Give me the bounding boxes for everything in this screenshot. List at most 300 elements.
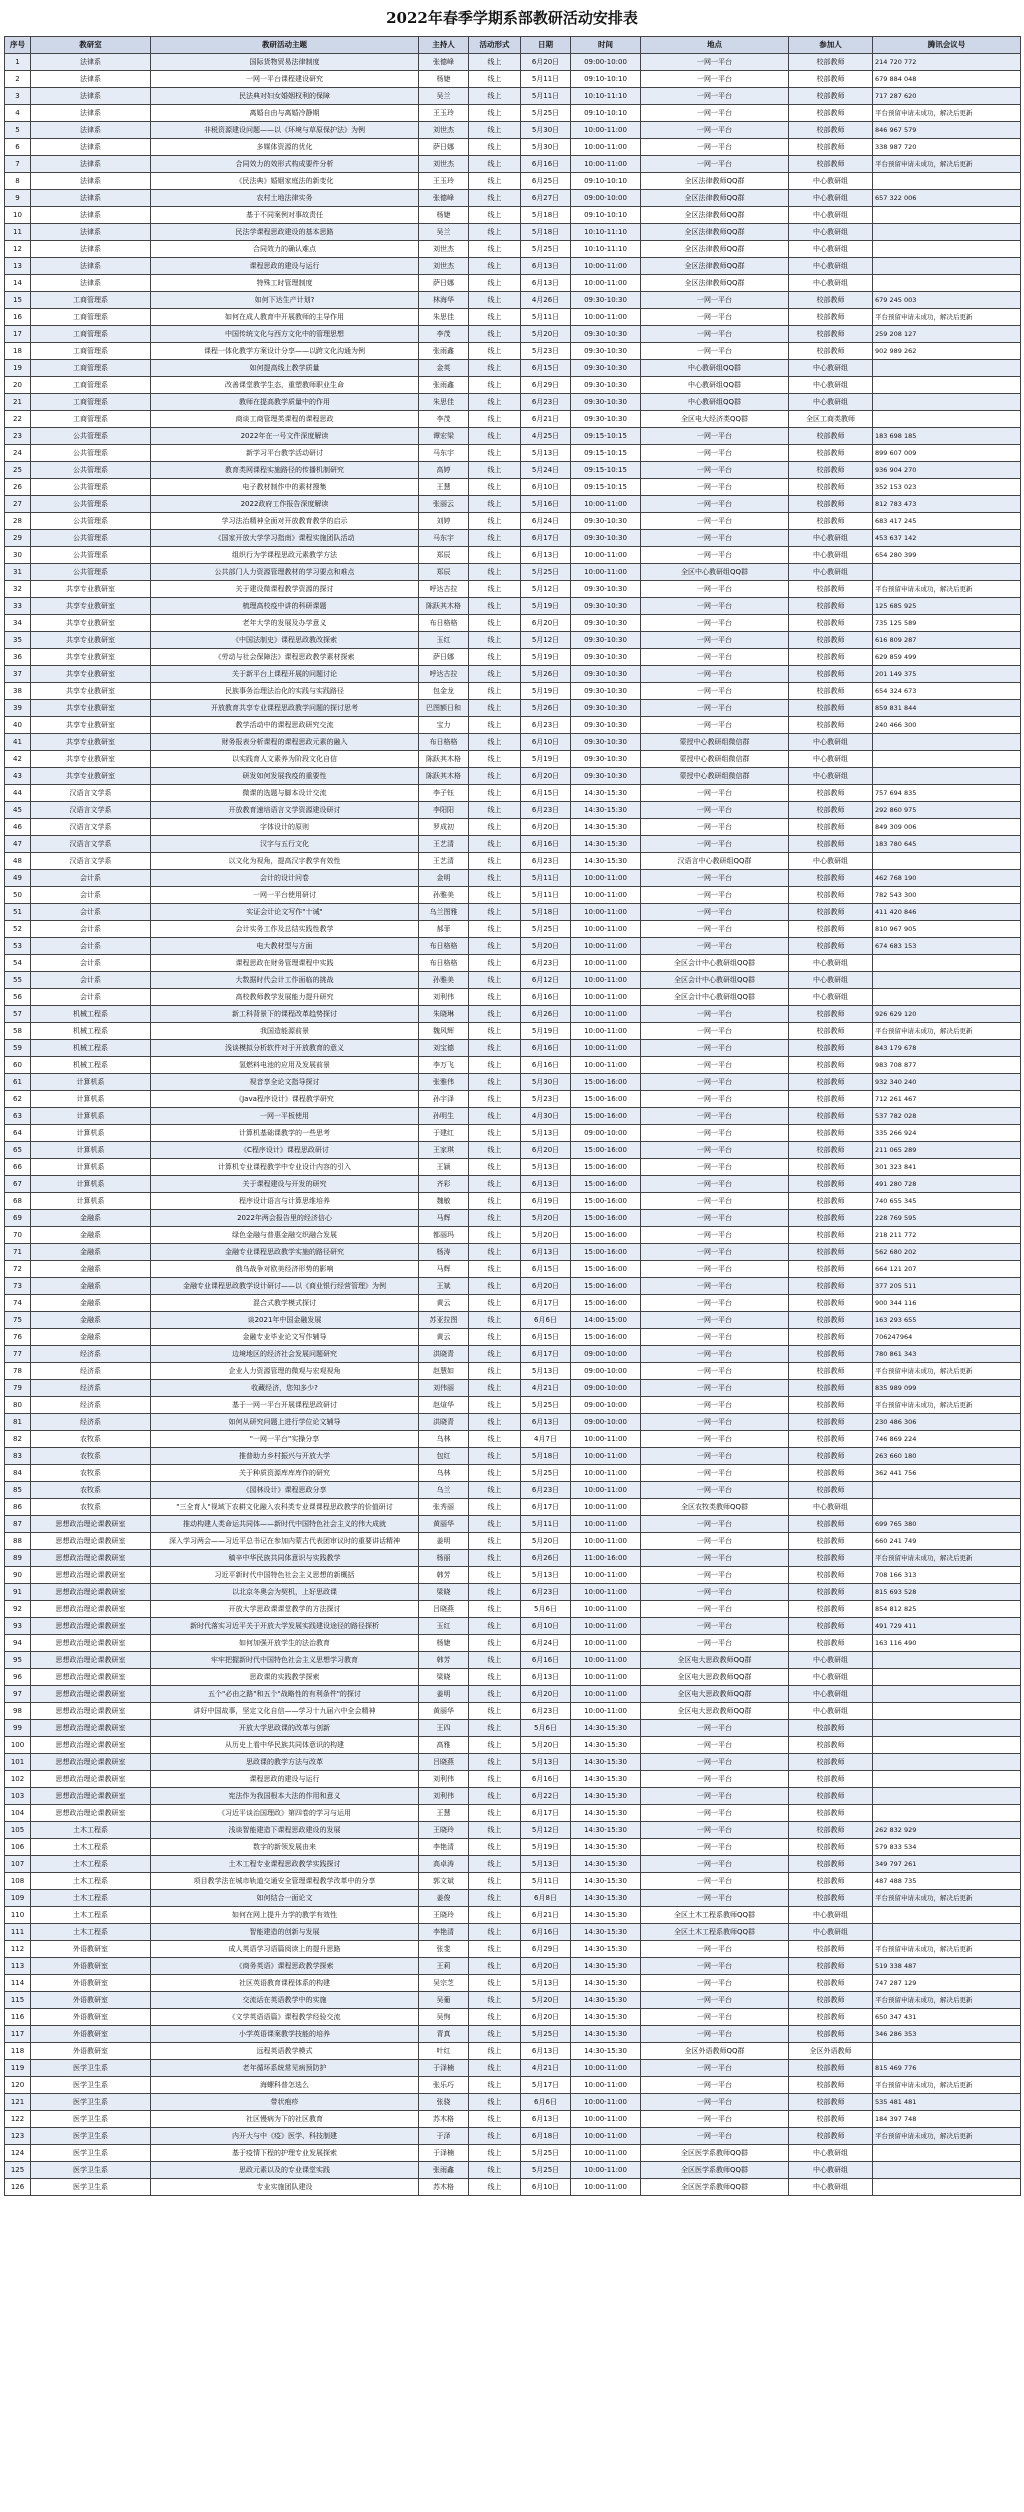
row-time: 09:30-10:30 bbox=[571, 292, 641, 309]
row-host: 黄云 bbox=[419, 1329, 469, 1346]
row-location: 全区电大思政教师QQ群 bbox=[641, 1669, 789, 1686]
col-header-time: 时间 bbox=[571, 37, 641, 54]
row-time: 10:00-11:00 bbox=[571, 1618, 641, 1635]
row-office: 经济系 bbox=[31, 1397, 151, 1414]
row-time: 10:00-11:00 bbox=[571, 275, 641, 292]
row-office: 共享专业教研室 bbox=[31, 632, 151, 649]
table-row bbox=[5, 1856, 1021, 1873]
row-index: 30 bbox=[5, 547, 31, 564]
row-host: 高卓涛 bbox=[419, 1856, 469, 1873]
row-date: 6月16日 bbox=[521, 1057, 571, 1074]
row-topic: 2022年两会报告里的经济信心 bbox=[151, 1210, 419, 1227]
row-index: 70 bbox=[5, 1227, 31, 1244]
row-time: 09:30-10:30 bbox=[571, 530, 641, 547]
row-host: 张德峰 bbox=[419, 54, 469, 71]
row-location: 一网一平台 bbox=[641, 1890, 789, 1907]
row-index: 49 bbox=[5, 870, 31, 887]
row-topic: 交流话在英语教学中的实施 bbox=[151, 1992, 419, 2009]
table-row bbox=[5, 1227, 1021, 1244]
row-time: 09:00-10:00 bbox=[571, 1414, 641, 1431]
row-participants: 校部教师 bbox=[789, 785, 873, 802]
row-host: 巴图额日和 bbox=[419, 700, 469, 717]
row-office: 法律系 bbox=[31, 54, 151, 71]
row-location: 一网一平台 bbox=[641, 1482, 789, 1499]
row-meeting-id: 747 287 129 bbox=[873, 1975, 1021, 1992]
row-time: 09:30-10:30 bbox=[571, 717, 641, 734]
row-office: 医学卫生系 bbox=[31, 2060, 151, 2077]
row-index: 81 bbox=[5, 1414, 31, 1431]
row-index: 86 bbox=[5, 1499, 31, 1516]
row-participants: 中心教研组 bbox=[789, 224, 873, 241]
row-location: 一网一平台 bbox=[641, 1448, 789, 1465]
row-index: 31 bbox=[5, 564, 31, 581]
row-time: 09:10-10:10 bbox=[571, 207, 641, 224]
row-host: 林海华 bbox=[419, 292, 469, 309]
row-index: 7 bbox=[5, 156, 31, 173]
row-date: 6月20日 bbox=[521, 768, 571, 785]
table-row bbox=[5, 1584, 1021, 1601]
row-date: 5月11日 bbox=[521, 309, 571, 326]
row-format: 线上 bbox=[469, 853, 521, 870]
row-format: 线上 bbox=[469, 1499, 521, 1516]
row-office: 农牧系 bbox=[31, 1465, 151, 1482]
row-host: 张骁 bbox=[419, 2094, 469, 2111]
row-location: 一网一平台 bbox=[641, 1210, 789, 1227]
table-row bbox=[5, 666, 1021, 683]
row-participants: 校部教师 bbox=[789, 1788, 873, 1805]
row-format: 线上 bbox=[469, 1006, 521, 1023]
row-meeting-id bbox=[873, 955, 1021, 972]
row-location: 一网一平台 bbox=[641, 105, 789, 122]
row-date: 5月13日 bbox=[521, 1567, 571, 1584]
row-participants: 校部教师 bbox=[789, 1771, 873, 1788]
row-host: 李阳阳 bbox=[419, 802, 469, 819]
row-location: 一网一平台 bbox=[641, 1992, 789, 2009]
row-meeting-id: 932 340 240 bbox=[873, 1074, 1021, 1091]
row-format: 线上 bbox=[469, 2145, 521, 2162]
row-index: 71 bbox=[5, 1244, 31, 1261]
row-index: 123 bbox=[5, 2128, 31, 2145]
row-office: 计算机系 bbox=[31, 1159, 151, 1176]
table-row bbox=[5, 853, 1021, 870]
row-meeting-id: 843 179 678 bbox=[873, 1040, 1021, 1057]
row-date: 6月24日 bbox=[521, 1635, 571, 1652]
row-office: 医学卫生系 bbox=[31, 2094, 151, 2111]
row-host: 梁晓 bbox=[419, 1669, 469, 1686]
row-location: 一网一平台 bbox=[641, 700, 789, 717]
row-format: 线上 bbox=[469, 1567, 521, 1584]
row-date: 5月11日 bbox=[521, 1516, 571, 1533]
row-location: 汉语言中心教研组QQ群 bbox=[641, 853, 789, 870]
row-time: 10:00-11:00 bbox=[571, 2060, 641, 2077]
row-location: 一网一平台 bbox=[641, 88, 789, 105]
row-topic: 改善课堂教学生态，重塑教师职业生命 bbox=[151, 377, 419, 394]
row-location: 一网一平台 bbox=[641, 1601, 789, 1618]
row-time: 14:30-15:30 bbox=[571, 2043, 641, 2060]
row-participants: 校部教师 bbox=[789, 1550, 873, 1567]
row-time: 14:30-15:30 bbox=[571, 785, 641, 802]
table-row bbox=[5, 1992, 1021, 2009]
row-format: 线上 bbox=[469, 1125, 521, 1142]
row-host: 杨婕 bbox=[419, 1635, 469, 1652]
table-row bbox=[5, 870, 1021, 887]
row-format: 线上 bbox=[469, 717, 521, 734]
row-index: 82 bbox=[5, 1431, 31, 1448]
row-time: 14:30-15:30 bbox=[571, 1873, 641, 1890]
row-location: 全区电大思政教师QQ群 bbox=[641, 1703, 789, 1720]
row-topic: 混合式教学模式探讨 bbox=[151, 1295, 419, 1312]
row-location: 一网一平台 bbox=[641, 1941, 789, 1958]
row-participants: 中心教研组 bbox=[789, 1669, 873, 1686]
row-meeting-id: 292 860 975 bbox=[873, 802, 1021, 819]
row-office: 金融系 bbox=[31, 1329, 151, 1346]
row-time: 15:00-16:00 bbox=[571, 1227, 641, 1244]
table-row bbox=[5, 1839, 1021, 1856]
row-format: 线上 bbox=[469, 2111, 521, 2128]
row-index: 93 bbox=[5, 1618, 31, 1635]
row-location: 一网一平台 bbox=[641, 1414, 789, 1431]
row-date: 5月25日 bbox=[521, 564, 571, 581]
row-participants: 校部教师 bbox=[789, 1244, 873, 1261]
row-host: 赵煊华 bbox=[419, 1397, 469, 1414]
row-topic: 《国家开放大学学习指南》课程实施团队活动 bbox=[151, 530, 419, 547]
table-row bbox=[5, 802, 1021, 819]
row-participants: 校部教师 bbox=[789, 1040, 873, 1057]
row-time: 10:00-11:00 bbox=[571, 1516, 641, 1533]
row-location: 一网一平台 bbox=[641, 547, 789, 564]
row-date: 6月17日 bbox=[521, 1295, 571, 1312]
row-host: 萨日娜 bbox=[419, 649, 469, 666]
row-index: 78 bbox=[5, 1363, 31, 1380]
table-row bbox=[5, 207, 1021, 224]
row-topic: 课程一体化教学方案设计分享——以跨文化沟通为例 bbox=[151, 343, 419, 360]
row-meeting-id bbox=[873, 751, 1021, 768]
row-time: 09:30-10:30 bbox=[571, 751, 641, 768]
row-location: 一网一平台 bbox=[641, 326, 789, 343]
table-row bbox=[5, 360, 1021, 377]
row-participants: 校部教师 bbox=[789, 1295, 873, 1312]
row-topic: 微课的选题与脚本设计交流 bbox=[151, 785, 419, 802]
row-format: 线上 bbox=[469, 173, 521, 190]
row-office: 公共管理系 bbox=[31, 462, 151, 479]
row-host: 姜明 bbox=[419, 1533, 469, 1550]
row-host: 玉红 bbox=[419, 1618, 469, 1635]
row-location: 一网一平台 bbox=[641, 683, 789, 700]
row-index: 3 bbox=[5, 88, 31, 105]
row-format: 线上 bbox=[469, 1465, 521, 1482]
table-row bbox=[5, 1754, 1021, 1771]
row-date: 5月26日 bbox=[521, 666, 571, 683]
row-host: 张秀丽 bbox=[419, 1499, 469, 1516]
row-index: 115 bbox=[5, 1992, 31, 2009]
row-host: 王颖 bbox=[419, 1159, 469, 1176]
row-meeting-id: 453 637 142 bbox=[873, 530, 1021, 547]
row-topic: 《劳动与社会保障法》课程思政教学素材探索 bbox=[151, 649, 419, 666]
row-meeting-id bbox=[873, 853, 1021, 870]
row-host: 吕晓燕 bbox=[419, 1754, 469, 1771]
row-meeting-id bbox=[873, 2162, 1021, 2179]
row-location: 全区电大思政教师QQ群 bbox=[641, 1686, 789, 1703]
row-host: 王玉玲 bbox=[419, 173, 469, 190]
row-time: 15:00-16:00 bbox=[571, 1074, 641, 1091]
row-topic: 农村土地法律实务 bbox=[151, 190, 419, 207]
row-participants: 校部教师 bbox=[789, 1074, 873, 1091]
row-office: 金融系 bbox=[31, 1278, 151, 1295]
row-host: 张雨鑫 bbox=[419, 2162, 469, 2179]
table-row bbox=[5, 2094, 1021, 2111]
row-date: 4月30日 bbox=[521, 1108, 571, 1125]
row-meeting-id: 717 287 620 bbox=[873, 88, 1021, 105]
row-office: 汉语言文学系 bbox=[31, 853, 151, 870]
row-meeting-id bbox=[873, 1686, 1021, 1703]
row-topic: 2022政府工作报告深度解读 bbox=[151, 496, 419, 513]
row-participants: 校部教师 bbox=[789, 1227, 873, 1244]
row-time: 10:00-11:00 bbox=[571, 2077, 641, 2094]
row-index: 9 bbox=[5, 190, 31, 207]
row-format: 线上 bbox=[469, 1924, 521, 1941]
row-date: 4月26日 bbox=[521, 292, 571, 309]
table-row bbox=[5, 292, 1021, 309]
row-host: 马辉 bbox=[419, 1261, 469, 1278]
row-location: 全区医学系教师QQ群 bbox=[641, 2179, 789, 2196]
row-host: 王艺清 bbox=[419, 836, 469, 853]
row-topic: 会计实务工作及总结实践性教学 bbox=[151, 921, 419, 938]
row-office: 法律系 bbox=[31, 190, 151, 207]
row-office: 土木工程系 bbox=[31, 1839, 151, 1856]
row-office: 工商管理系 bbox=[31, 309, 151, 326]
row-host: 吴兰 bbox=[419, 88, 469, 105]
row-date: 6月10日 bbox=[521, 734, 571, 751]
row-meeting-id: 519 338 487 bbox=[873, 1958, 1021, 1975]
row-office: 共享专业教研室 bbox=[31, 598, 151, 615]
row-office: 汉语言文学系 bbox=[31, 802, 151, 819]
row-office: 外语教研室 bbox=[31, 1975, 151, 1992]
row-meeting-id: 163 293 655 bbox=[873, 1312, 1021, 1329]
table-row bbox=[5, 1210, 1021, 1227]
table-row bbox=[5, 309, 1021, 326]
row-topic: 一网一平台课程建设研究 bbox=[151, 71, 419, 88]
row-format: 线上 bbox=[469, 207, 521, 224]
row-participants: 中心教研组 bbox=[789, 1703, 873, 1720]
row-time: 10:00-11:00 bbox=[571, 564, 641, 581]
row-index: 100 bbox=[5, 1737, 31, 1754]
row-format: 线上 bbox=[469, 1397, 521, 1414]
row-participants: 中心教研组 bbox=[789, 1924, 873, 1941]
row-time: 09:30-10:30 bbox=[571, 343, 641, 360]
row-format: 线上 bbox=[469, 1227, 521, 1244]
row-time: 09:00-10:00 bbox=[571, 1346, 641, 1363]
row-format: 线上 bbox=[469, 819, 521, 836]
row-host: 于泽 bbox=[419, 2128, 469, 2145]
row-location: 全区会计中心教研组QQ群 bbox=[641, 955, 789, 972]
row-format: 线上 bbox=[469, 139, 521, 156]
row-date: 5月18日 bbox=[521, 207, 571, 224]
row-time: 14:30-15:30 bbox=[571, 1771, 641, 1788]
row-meeting-id bbox=[873, 1703, 1021, 1720]
row-meeting-id: 683 417 245 bbox=[873, 513, 1021, 530]
row-index: 110 bbox=[5, 1907, 31, 1924]
row-format: 线上 bbox=[469, 1873, 521, 1890]
row-format: 线上 bbox=[469, 292, 521, 309]
row-topic: 新时代落实习近平关于开放大学发展实践建设途径的路径探析 bbox=[151, 1618, 419, 1635]
row-time: 10:10-11:10 bbox=[571, 88, 641, 105]
row-format: 线上 bbox=[469, 1431, 521, 1448]
row-office: 金融系 bbox=[31, 1312, 151, 1329]
row-topic: 中国传统文化与西方文化中的管理思想 bbox=[151, 326, 419, 343]
row-index: 66 bbox=[5, 1159, 31, 1176]
row-date: 6月20日 bbox=[521, 1686, 571, 1703]
row-date: 5月20日 bbox=[521, 1737, 571, 1754]
row-office: 计算机系 bbox=[31, 1074, 151, 1091]
row-host: 高雅 bbox=[419, 1737, 469, 1754]
table-row bbox=[5, 751, 1021, 768]
row-meeting-id: 184 397 748 bbox=[873, 2111, 1021, 2128]
row-format: 线上 bbox=[469, 2077, 521, 2094]
row-location: 一网一平台 bbox=[641, 938, 789, 955]
row-participants: 校部教师 bbox=[789, 156, 873, 173]
row-location: 一网一平台 bbox=[641, 717, 789, 734]
row-time: 14:30-15:30 bbox=[571, 1890, 641, 1907]
row-time: 15:00-16:00 bbox=[571, 1091, 641, 1108]
row-index: 94 bbox=[5, 1635, 31, 1652]
row-location: 蒙授中心教研组微信群 bbox=[641, 751, 789, 768]
row-time: 10:00-11:00 bbox=[571, 1584, 641, 1601]
row-meeting-id: 657 322 006 bbox=[873, 190, 1021, 207]
row-participants: 校部教师 bbox=[789, 683, 873, 700]
row-location: 全区医学系教师QQ群 bbox=[641, 2145, 789, 2162]
row-location: 一网一平台 bbox=[641, 428, 789, 445]
table-row bbox=[5, 1618, 1021, 1635]
table-row bbox=[5, 1278, 1021, 1295]
row-host: 刘伟丽 bbox=[419, 1380, 469, 1397]
row-office: 计算机系 bbox=[31, 1108, 151, 1125]
row-topic: 《中国法制史》课程思政教改探索 bbox=[151, 632, 419, 649]
table-row bbox=[5, 904, 1021, 921]
row-office: 经济系 bbox=[31, 1414, 151, 1431]
row-office: 会计系 bbox=[31, 938, 151, 955]
table-row bbox=[5, 785, 1021, 802]
row-host: 吴恂 bbox=[419, 2009, 469, 2026]
row-date: 6月23日 bbox=[521, 1584, 571, 1601]
table-row bbox=[5, 326, 1021, 343]
row-date: 5月30日 bbox=[521, 139, 571, 156]
row-meeting-id bbox=[873, 989, 1021, 1006]
row-topic: 关于种质资源库库库作的研究 bbox=[151, 1465, 419, 1482]
row-topic: 《文学英语语篇》课程教学经验交流 bbox=[151, 2009, 419, 2026]
row-meeting-id: 491 729 411 bbox=[873, 1618, 1021, 1635]
row-date: 5月25日 bbox=[521, 1397, 571, 1414]
row-index: 90 bbox=[5, 1567, 31, 1584]
row-location: 一网一平台 bbox=[641, 309, 789, 326]
row-host: 王艺清 bbox=[419, 853, 469, 870]
row-time: 15:00-16:00 bbox=[571, 1261, 641, 1278]
table-row bbox=[5, 598, 1021, 615]
row-meeting-id: 780 861 343 bbox=[873, 1346, 1021, 1363]
row-host: 刘世杰 bbox=[419, 156, 469, 173]
row-host: 李艳清 bbox=[419, 1839, 469, 1856]
row-location: 一网一平台 bbox=[641, 2009, 789, 2026]
row-participants: 校部教师 bbox=[789, 2128, 873, 2145]
row-location: 全区农牧类教师QQ群 bbox=[641, 1499, 789, 1516]
row-participants: 校部教师 bbox=[789, 1414, 873, 1431]
row-time: 10:00-11:00 bbox=[571, 1652, 641, 1669]
row-topic: 成人英语学习语篇阅读上的提升思路 bbox=[151, 1941, 419, 1958]
row-meeting-id bbox=[873, 1924, 1021, 1941]
row-format: 线上 bbox=[469, 462, 521, 479]
row-location: 一网一平台 bbox=[641, 513, 789, 530]
row-host: 杨涛 bbox=[419, 1244, 469, 1261]
table-row bbox=[5, 1703, 1021, 1720]
row-time: 09:30-10:30 bbox=[571, 666, 641, 683]
row-time: 15:00-16:00 bbox=[571, 1142, 641, 1159]
row-meeting-id: 平台预留申请未成功，解决后更新 bbox=[873, 581, 1021, 598]
row-meeting-id: 735 125 589 bbox=[873, 615, 1021, 632]
row-topic: 《Java程序设计》课程教学研究 bbox=[151, 1091, 419, 1108]
row-date: 6月17日 bbox=[521, 1499, 571, 1516]
row-location: 一网一平台 bbox=[641, 1618, 789, 1635]
row-office: 思想政治理论课教研室 bbox=[31, 1720, 151, 1737]
row-participants: 校部教师 bbox=[789, 938, 873, 955]
row-topic: 字体设计的原则 bbox=[151, 819, 419, 836]
row-host: 王家琪 bbox=[419, 1142, 469, 1159]
row-office: 法律系 bbox=[31, 139, 151, 156]
row-index: 69 bbox=[5, 1210, 31, 1227]
row-meeting-id: 854 812 825 bbox=[873, 1601, 1021, 1618]
row-time: 10:00-11:00 bbox=[571, 870, 641, 887]
row-format: 线上 bbox=[469, 700, 521, 717]
row-index: 24 bbox=[5, 445, 31, 462]
row-format: 线上 bbox=[469, 904, 521, 921]
row-time: 15:00-16:00 bbox=[571, 1244, 641, 1261]
col-header-location: 地点 bbox=[641, 37, 789, 54]
row-topic: 电子教材制作中的素材搜集 bbox=[151, 479, 419, 496]
row-topic: 研发如何发展我疫的重要性 bbox=[151, 768, 419, 785]
row-host: 郑辰 bbox=[419, 564, 469, 581]
row-date: 5月12日 bbox=[521, 581, 571, 598]
row-time: 09:30-10:30 bbox=[571, 734, 641, 751]
row-meeting-id bbox=[873, 1499, 1021, 1516]
row-time: 10:00-11:00 bbox=[571, 547, 641, 564]
row-date: 6月8日 bbox=[521, 1890, 571, 1907]
row-time: 09:30-10:30 bbox=[571, 326, 641, 343]
row-host: 张斐 bbox=[419, 1941, 469, 1958]
row-meeting-id bbox=[873, 173, 1021, 190]
row-topic: 开放教育共享专业课程思政教学问题的探讨思考 bbox=[151, 700, 419, 717]
table-row bbox=[5, 1040, 1021, 1057]
row-format: 线上 bbox=[469, 836, 521, 853]
row-topic: 宪法作为我国根本大法的作用和意义 bbox=[151, 1788, 419, 1805]
row-index: 11 bbox=[5, 224, 31, 241]
row-format: 线上 bbox=[469, 1822, 521, 1839]
table-row bbox=[5, 1159, 1021, 1176]
row-date: 6月10日 bbox=[521, 1618, 571, 1635]
row-topic: 收藏经济，您知多少? bbox=[151, 1380, 419, 1397]
row-host: 马东宇 bbox=[419, 445, 469, 462]
row-office: 农牧系 bbox=[31, 1448, 151, 1465]
row-time: 14:30-15:30 bbox=[571, 1975, 641, 1992]
row-index: 21 bbox=[5, 394, 31, 411]
table-row bbox=[5, 513, 1021, 530]
row-location: 全区法律教师QQ群 bbox=[641, 190, 789, 207]
row-participants: 校部教师 bbox=[789, 2060, 873, 2077]
row-location: 一网一平台 bbox=[641, 1873, 789, 1890]
table-row bbox=[5, 1346, 1021, 1363]
row-date: 5月25日 bbox=[521, 2026, 571, 2043]
row-index: 121 bbox=[5, 2094, 31, 2111]
row-host: 齐彩 bbox=[419, 1176, 469, 1193]
row-host: 呼达古拉 bbox=[419, 581, 469, 598]
row-topic: 老年大学的发展及办学意义 bbox=[151, 615, 419, 632]
